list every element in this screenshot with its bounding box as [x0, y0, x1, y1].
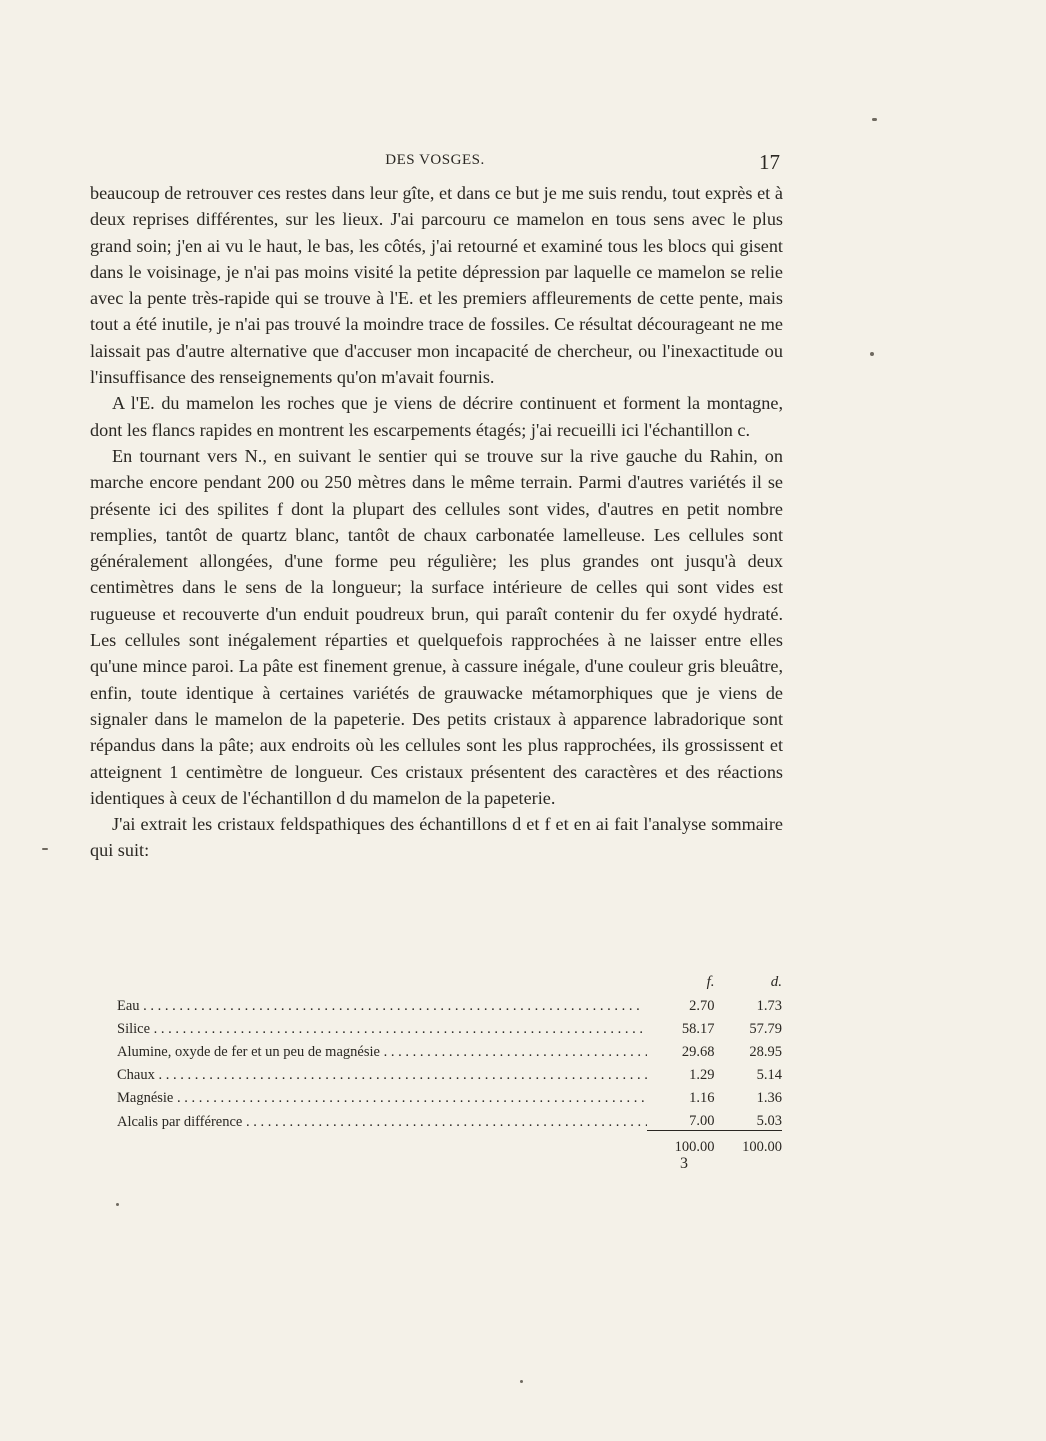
- paragraph-3: En tournant vers N., en suivant le sentier qui se trouve sur la rive gauche du Rahin, on marche encore pendant 200 ou 250 mètres dans le même terrain. Parmi d'autres variétés il se présente ici des spilites f dont la plupart des cellules sont vides, d'autres en petit nombre remplies, tantôt de quartz blanc, tantôt de chaux carbonatée lamelleuse. Les cellules sont généralement allongées, d'une forme peu régulière; les plus grandes ont jusqu'à deux centimètres dans le sens de la longueur; la surface intérieure de celles qui sont vides est rugueuse et recouverte d'un enduit poudreux brun, qui paraît contenir du fer oxydé hydraté. Les cellules sont inégalement réparties et quelquefois rapprochées à ne laisser entre elles qu'une mince paroi. La pâte est finement grenue, à cassure inégale, d'une couleur gris bleuâtre, enfin, toute identique à certaines variétés de grauwacke métamorphiques que je viens de signaler dans le mamelon de la papeterie. Des petits cristaux à apparence labradorique sont répandus dans la pâte; aux endroits où les cellules sont les plus rapprochées, ils grossissent et atteignent 1 centimètre de longueur. Ces cristaux présentent des caractères et des réactions identiques à ceux de l'échantillon d du mamelon de la papeterie.: [90, 445, 783, 808]
- row-label: Eau: [117, 998, 140, 1014]
- value-f: 7.00: [647, 1107, 715, 1131]
- value-d: 1.36: [756, 1090, 782, 1106]
- value-d: 57.79: [749, 1021, 782, 1037]
- total-row: [117, 1131, 782, 1157]
- value-d: 1.73: [756, 998, 782, 1014]
- speck: [116, 1203, 119, 1206]
- value-d: 28.95: [749, 1044, 782, 1060]
- table-row: [117, 1107, 782, 1131]
- paragraph-4: J'ai extrait les cristaux feldspathiques des échantillons d et f et en ai fait l'analyse sommaire qui suit:: [90, 814, 783, 861]
- signature-mark: 3: [680, 1155, 688, 1172]
- table-row: [117, 992, 782, 1015]
- page-header: [90, 150, 780, 174]
- value-d: 5.14: [756, 1067, 782, 1083]
- total-f: 100.00: [674, 1139, 715, 1155]
- speck: [42, 848, 48, 850]
- row-label: Alumine, oxyde de fer et un peu de magnésie: [117, 1044, 380, 1060]
- value-f: 58.17: [681, 1021, 715, 1037]
- speck: [870, 352, 874, 356]
- speck: [872, 118, 877, 121]
- analysis-header-row: [117, 972, 782, 992]
- speck: [520, 1380, 523, 1383]
- table-row: [117, 1015, 782, 1038]
- total-d: 100.00: [742, 1139, 782, 1155]
- value-f: 1.16: [689, 1090, 715, 1106]
- table-row: [117, 1084, 782, 1107]
- body-text: [90, 180, 783, 864]
- row-label: Alcalis par différence: [117, 1113, 243, 1130]
- value-d: 5.03: [715, 1107, 783, 1131]
- value-f: 29.68: [681, 1044, 715, 1060]
- row-label: Chaux: [117, 1067, 155, 1083]
- column-header-d: d.: [770, 973, 782, 990]
- column-header-f: f.: [706, 973, 715, 990]
- table-row: [117, 1061, 782, 1084]
- row-label: Silice: [117, 1021, 151, 1037]
- running-title: DES VOSGES.: [385, 152, 485, 168]
- value-f: 2.70: [689, 998, 715, 1014]
- row-label: Magnésie: [117, 1090, 174, 1106]
- paragraph-2: A l'E. du mamelon les roches que je viens de décrire continuent et forment la montagne, dont les flancs rapides en montrent les escarpements étagés; j'ai recueilli ici l'échantillon c.: [90, 393, 783, 440]
- table-row: [117, 1038, 782, 1061]
- page-number: 17: [759, 150, 780, 174]
- paragraph-1: beaucoup de retrouver ces restes dans leur gîte, et dans ce but je me suis rendu, tout exprès et à deux reprises différentes, sur les lieux. J'ai parcouru ce mamelon en tous sens avec le plus grand soin; j'en ai vu le haut, le bas, les côtés, j'ai retourné et examiné tous les blocs qui gisent dans le voisinage, je n'ai pas moins visité la petite dépression par laquelle ce mamelon se relie avec la pente très-rapide qui se trouve à l'E. et les premiers affleurements de cette pente, mais tout a été inutile, je n'ai pas trouvé la moindre trace de fossiles. Ce résultat décourageant ne me laissait pas d'autre alternative que d'accuser mon incapacité de chercheur, ou l'inexactitude ou l'insuffisance des renseignements qu'on m'avait fournis.: [90, 183, 783, 388]
- analysis-table: [117, 972, 782, 1156]
- value-f: 1.29: [689, 1067, 715, 1083]
